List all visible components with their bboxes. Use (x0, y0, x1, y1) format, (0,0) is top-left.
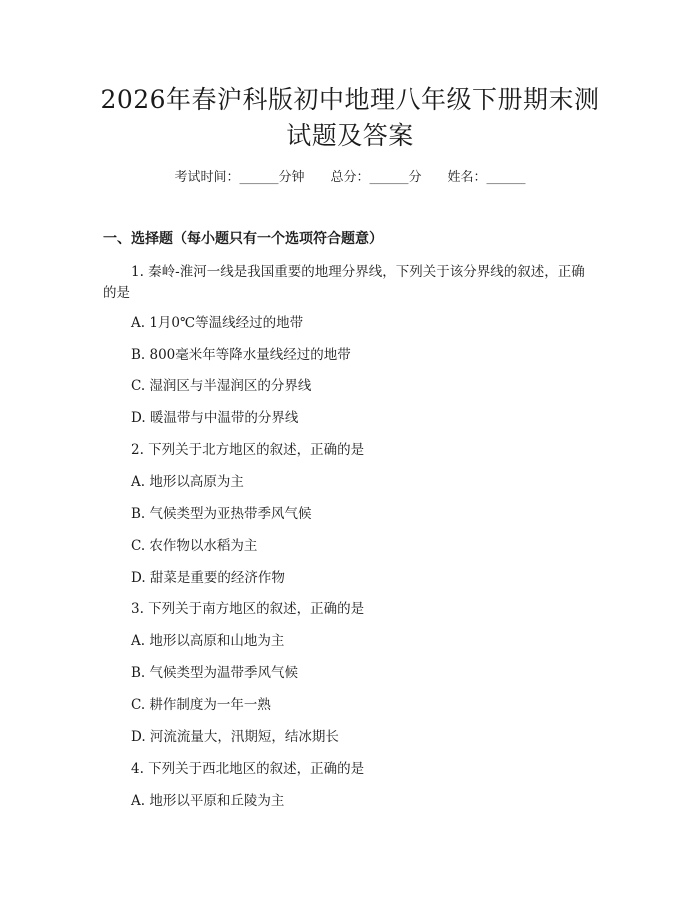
question-2-option-d: D. 甜菜是重要的经济作物 (131, 570, 285, 586)
question-3-option-d: D. 河流流量大，汛期短，结冰期长 (131, 729, 339, 745)
question-2-option-a: A. 地形以高原为主 (131, 474, 244, 490)
score-unit: 分 (408, 170, 422, 185)
question-3-stem: 3. 下列关于南方地区的叙述，正确的是 (131, 601, 365, 617)
score-label: 总分： (330, 170, 370, 185)
question-1-option-d: D. 暖温带与中温带的分界线 (131, 410, 299, 426)
name-label: 姓名： (447, 170, 487, 185)
exam-title-line-2: 试题及答案 (286, 121, 414, 150)
question-3-option-b: B. 气候类型为温带季风气候 (131, 665, 299, 681)
time-label: 考试时间： (174, 170, 240, 185)
time-blank: ______ (239, 170, 279, 185)
score-blank: ______ (369, 170, 409, 185)
name-blank: ______ (486, 170, 526, 185)
question-1-option-b: B. 800毫米年等降水量线经过的地带 (131, 347, 351, 363)
time-unit: 分钟 (278, 170, 305, 185)
question-2-option-c: C. 农作物以水稻为主 (131, 538, 258, 554)
exam-title-line-1: 2026年春沪科版初中地理八年级下册期末测 (100, 85, 600, 114)
question-4-stem: 4. 下列关于西北地区的叙述，正确的是 (131, 761, 365, 777)
question-3-option-c: C. 耕作制度为一年一熟 (131, 697, 271, 713)
question-1-stem-line-1: 1. 秦岭-淮河一线是我国重要的地理分界线，下列关于该分界线的叙述，正确 (131, 264, 585, 280)
question-1-option-a: A. 1月0℃等温线经过的地带 (131, 315, 304, 331)
question-1-stem-line-2: 的是 (103, 285, 130, 301)
question-2-stem: 2. 下列关于北方地区的叙述，正确的是 (131, 442, 365, 458)
question-1-option-c: C. 湿润区与半湿润区的分界线 (131, 378, 312, 394)
question-3-option-a: A. 地形以高原和山地为主 (131, 633, 285, 649)
question-4-option-a: A. 地形以平原和丘陵为主 (131, 793, 285, 809)
question-2-option-b: B. 气候类型为亚热带季风气候 (131, 506, 312, 522)
section-heading: 一、选择题（每小题只有一个选项符合题意） (103, 231, 383, 247)
exam-meta (0, 168, 700, 188)
